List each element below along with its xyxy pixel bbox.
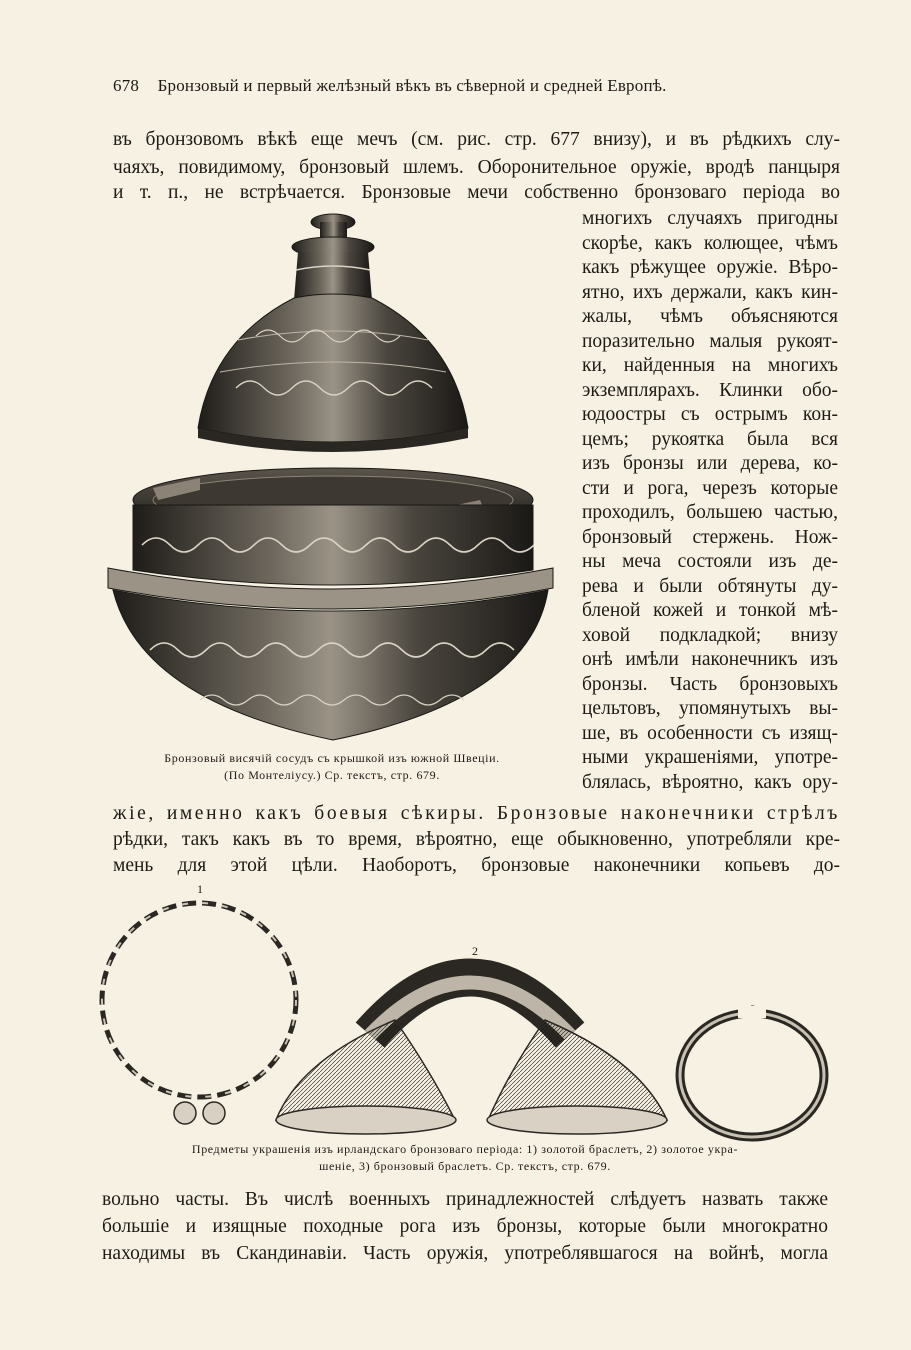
figure-label-2: 2 <box>472 944 478 958</box>
bronze-bracelet-drawing <box>680 1006 824 1137</box>
column-line: юдоостры съ острымъ кон- <box>582 404 838 425</box>
page-number: 678 <box>113 76 140 95</box>
column-line: бронзовый стержень. Нож- <box>582 527 838 548</box>
text-line: жіе, именно какъ боевыя сѣкиры. Бронзовые наконечники стрѣлъ <box>113 803 840 824</box>
ornaments-caption-line-2: шеніе, 3) бронзовый браслетъ. Ср. текстъ, стр. 679. <box>319 1159 611 1173</box>
column-line: онѣ имѣли наконечникъ изъ <box>582 649 838 670</box>
text-line: и т. п., не встрѣчается. Бронзовые мечи собственно бронзоваго періода во <box>113 182 840 203</box>
column-line: ятно, ихъ держали, какъ кин- <box>582 282 838 303</box>
column-line: жалы, чѣмъ объясняются <box>582 306 838 327</box>
column-line: бленой кожей и тонкой мѣ- <box>582 600 838 621</box>
text-line: мень для этой цѣли. Наоборотъ, бронзовые наконечники копьевъ до- <box>113 855 840 876</box>
text-line: находимы въ Скандинавіи. Часть оружія, употреблявшагося на войнѣ, могла <box>102 1243 828 1264</box>
text-line: большіе и изящные походные рога изъ бронзы, которые были многократно <box>102 1216 828 1237</box>
column-line: поразительно малыя рукоят- <box>582 331 838 352</box>
column-line: ны меча состояли изъ де- <box>582 551 838 572</box>
column-line: блялась, вѣроятно, какъ ору- <box>582 772 838 793</box>
vessel-caption-line-1: Бронзовый висячій сосудъ съ крышкой изъ южной Швеціи. <box>164 751 500 765</box>
figure-label-1: 1 <box>197 882 203 896</box>
text-line: вольно часты. Въ числѣ военныхъ принадлежностей слѣдуетъ назвать также <box>102 1189 828 1210</box>
column-line: цельтовъ, упомянутыхъ вы- <box>582 698 838 719</box>
gold-bracelet-drawing <box>102 903 296 1124</box>
column-line: ными украшеніями, употре- <box>582 747 838 768</box>
text-line: рѣдки, такъ какъ въ то время, вѣроятно, еще обыкновенно, употребляли кре- <box>113 829 840 850</box>
ornaments-caption <box>100 1141 830 1175</box>
vessel-caption-line-2: (По Монтеліусу.) Ср. текстъ, стр. 679. <box>224 768 440 782</box>
column-line: какъ рѣжущее оружіе. Вѣро- <box>582 257 838 278</box>
column-line: бронзы. Часть бронзовыхъ <box>582 674 838 695</box>
column-line: сти и рога, черезъ которые <box>582 478 838 499</box>
ornaments-caption-line-1: Предметы украшенія изъ ирландскаго бронзоваго періода: 1) золотой браслетъ, 2) золотое укра- <box>191 1142 739 1156</box>
column-line: проходилъ, большею частью, <box>582 502 838 523</box>
column-line: экземплярахъ. Клинки обо- <box>582 380 838 401</box>
column-line: изъ бронзы или дерева, ко- <box>582 453 838 474</box>
running-title: Бронзовый и первый желѣзный вѣкъ въ сѣверной и средней Европѣ. <box>157 76 667 95</box>
column-line: ховой подкладкой; внизу <box>582 625 838 646</box>
column-line: многихъ случаяхъ пригодны <box>582 208 838 229</box>
column-line: ше, въ особенности съ изящ- <box>582 723 838 744</box>
column-line: цемъ; рукоятка была вся <box>582 429 838 450</box>
column-line: рева и были обтянуты ду- <box>582 576 838 597</box>
text-line: чаяхъ, повидимому, бронзовый шлемъ. Оборонительное оружіе, вродѣ панцыря <box>113 157 840 178</box>
column-line: скорѣе, какъ колющее, чѣмъ <box>582 233 838 254</box>
text-line: въ бронзовомъ вѣкѣ еще мечъ (см. рис. стр. 677 внизу), и въ рѣдкихъ слу- <box>113 129 840 150</box>
column-line: ки, найденныя на многихъ <box>582 355 838 376</box>
gold-ornament-drawing <box>276 978 667 1135</box>
